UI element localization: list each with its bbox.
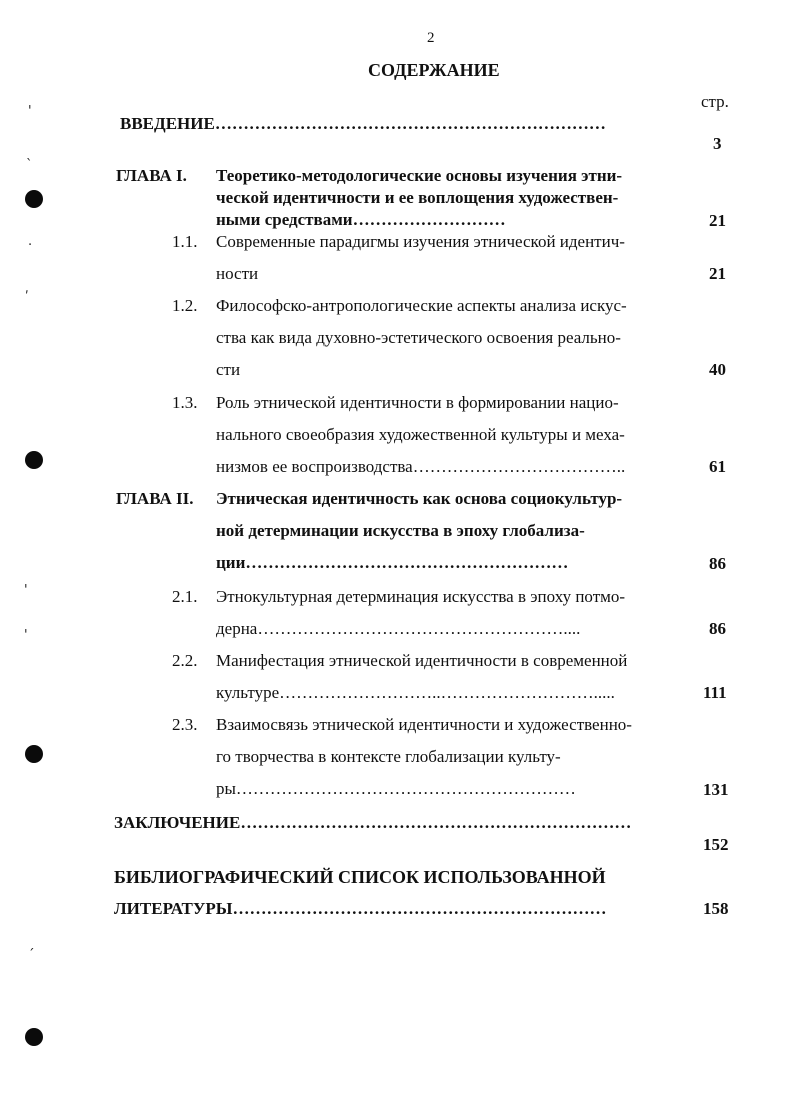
page-title: СОДЕРЖАНИЕ	[368, 60, 500, 80]
chapter-title-line: ции…………………………………………………	[216, 553, 569, 572]
page-number: 2	[427, 30, 435, 46]
section-title-line: сти	[216, 360, 241, 379]
section-number: 2.1.	[172, 587, 198, 606]
toc-page-number: 86	[709, 554, 726, 573]
section-title-line: Роль этнической идентичности в формировании нацио-	[216, 393, 619, 412]
section-title-line: Этнокультурная детерминация искусства в эпоху потмо-	[216, 587, 626, 606]
section-title-line: низмов ее воспроизводства………………………………..	[216, 457, 626, 476]
bibliography-title-line: БИБЛИОГРАФИЧЕСКИЙ СПИСОК ИСПОЛЬЗОВАННОЙ	[114, 867, 606, 887]
bibliography-title-line: ЛИТЕРАТУРЫ	[114, 899, 233, 918]
chapter-title-line: ческой идентичности и ее воплощения художествен-	[216, 188, 619, 207]
binder-hole-1	[25, 190, 43, 208]
toc-dots: …………………………………………………………	[232, 899, 607, 918]
toc-page-number: 86	[709, 619, 726, 638]
page-column-header: стр.	[701, 92, 729, 111]
chapter-prefix: ГЛАВА II.	[116, 489, 194, 508]
section-title-line: Современные парадигмы изучения этнической идентич-	[216, 232, 625, 251]
toc-dots: ……………………………………………………………	[214, 114, 606, 133]
scan-speck: '	[24, 628, 28, 643]
toc-label: ВВЕДЕНИЕ	[120, 114, 215, 133]
toc-page-number: 131	[703, 780, 729, 799]
section-title-line: нального своеобразия художественной культуры и меха-	[216, 425, 625, 444]
section-title-line: Взаимосвязь этнической идентичности и художественно-	[216, 715, 632, 734]
binder-hole-4	[25, 1028, 43, 1046]
section-title-line: ности	[216, 264, 259, 283]
section-number: 1.2.	[172, 296, 198, 315]
section-title-line: культуре………………………..……………………….....	[216, 683, 615, 702]
scan-speck: ˋ	[26, 158, 33, 173]
section-title-line: Философско-антропологические аспекты анализа искус-	[216, 296, 627, 315]
toc-dots: ……………………………………………………………	[240, 813, 632, 832]
toc-page-number: 61	[709, 457, 726, 476]
toc-page-number: 21	[709, 264, 726, 283]
section-title-line: ства как вида духовно-эстетического освоения реально-	[216, 328, 621, 347]
scan-speck: ·	[28, 238, 33, 253]
section-number: 1.3.	[172, 393, 198, 412]
scan-speck: ʹ	[25, 290, 29, 305]
toc-page-number: 111	[703, 683, 727, 702]
chapter-title-line: Теоретико-методологические основы изучения этни-	[216, 166, 623, 185]
section-title-line: ры……………………………………………………	[216, 779, 576, 798]
binder-hole-3	[25, 745, 43, 763]
toc-page-number: 21	[709, 211, 726, 230]
toc-page-number: 152	[703, 835, 729, 854]
toc-page-number: 158	[703, 899, 729, 918]
section-number: 2.2.	[172, 651, 198, 670]
scan-speck: ˊ	[28, 948, 35, 963]
section-title-line: го творчества в контексте глобализации культу-	[216, 747, 561, 766]
binder-hole-2	[25, 451, 43, 469]
section-title-line: дерна………………………………………………....	[216, 619, 581, 638]
scan-speck: '	[28, 104, 32, 119]
scan-speck: '	[24, 583, 28, 598]
section-title-line: Манифестация этнической идентичности в современной	[216, 651, 628, 670]
section-number: 2.3.	[172, 715, 198, 734]
section-number: 1.1.	[172, 232, 198, 251]
toc-label: ЗАКЛЮЧЕНИЕ	[114, 813, 241, 832]
chapter-title-line: Этническая идентичность как основа социокультур-	[216, 489, 623, 508]
chapter-title-line: ными средствами………………………	[216, 210, 506, 229]
chapter-prefix: ГЛАВА I.	[116, 166, 187, 185]
toc-page-number: 40	[709, 360, 726, 379]
chapter-title-line: ной детерминации искусства в эпоху глобализа-	[216, 521, 585, 540]
toc-page-number: 3	[713, 134, 722, 153]
